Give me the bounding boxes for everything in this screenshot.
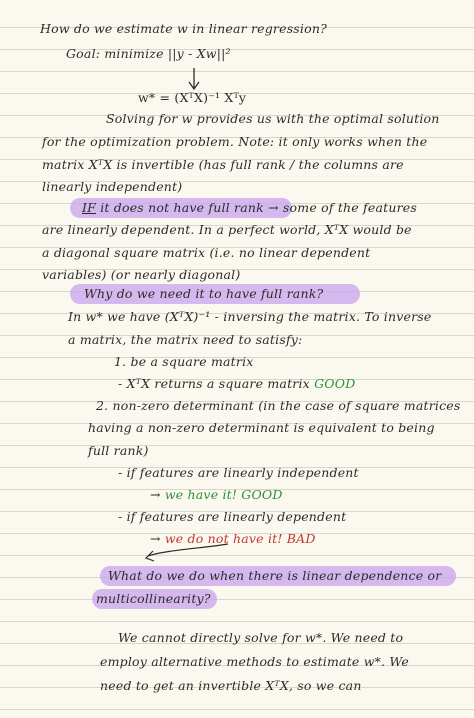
good-result: we have it! GOOD [164,487,283,502]
question-full-rank: Why do we need it to have full rank? [84,286,324,301]
if-line-text: it does not have full rank → some of the features [96,200,417,215]
text-line: In w* we have (XᵀX)⁻¹ - inversing the matrix. To inverse [68,309,432,324]
condition-2: 2. non-zero determinant (in the case of square matrices [96,398,461,413]
good-label: GOOD [314,376,356,391]
condition-1-detail [118,376,355,392]
text-line: full rank) [88,443,149,458]
text-line: a matrix, the matrix need to satisfy: [68,332,303,347]
condition-1-text: - XᵀX returns a square matrix [118,376,315,391]
goal-line: Goal: minimize ||y - Xw||² [66,46,231,61]
case-dependent: - if features are linearly dependent [118,509,347,524]
note-title: How do we estimate w in linear regression? [40,21,327,36]
text-line: need to get an invertible XᵀX, so we can [100,678,362,693]
text-line: having a non-zero determinant is equivalent to being [88,420,435,435]
text-line: Solving for w provides us with the optimal solution [106,111,440,126]
text-line: employ alternative methods to estimate w*. We [100,654,410,669]
right-arrow-icon: → [150,487,165,502]
text-line: a diagonal square matrix (i.e. no linear dependent [42,245,371,260]
text-line: matrix XᵀX is invertible (has full rank / the columns are [42,157,404,172]
text-line: variables) (or nearly diagonal) [42,267,241,282]
right-arrow-icon: → [150,531,165,546]
question-linear-dependence-cont: multicollinearity? [96,591,211,606]
text-line: for the optimization problem. Note: it only works when the [42,134,428,149]
if-keyword: IF [82,200,97,215]
text-line: We cannot directly solve for w*. We need to [118,630,404,645]
case-independent: - if features are linearly independent [118,465,359,480]
case-dependent-result [150,531,316,547]
down-arrow-icon [189,68,199,89]
case-independent-result [150,487,283,503]
bad-result: we do not have it! BAD [164,531,316,546]
solution-formula: w* = (XᵀX)⁻¹ Xᵀy [138,90,247,105]
question-linear-dependence: What do we do when there is linear dependence or [108,568,442,583]
text-line: are linearly dependent. In a perfect world, XᵀX would be [42,222,412,237]
text-line: linearly independent) [42,179,183,194]
condition-1: 1. be a square matrix [114,354,254,369]
if-line [82,200,417,216]
